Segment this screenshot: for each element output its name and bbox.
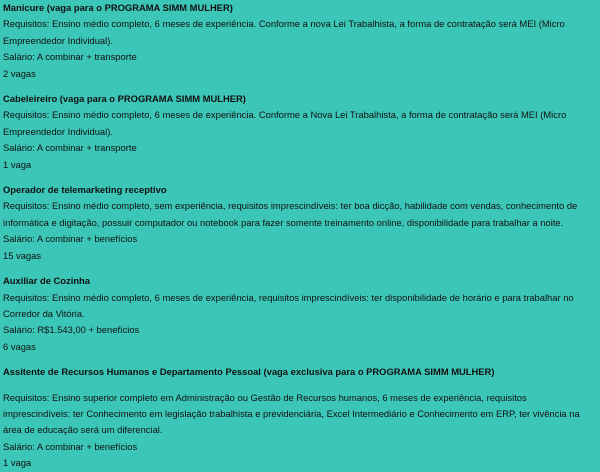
job-openings: 2 vagas xyxy=(3,67,36,79)
job-salary: Salário: A combinar + benefícios xyxy=(3,440,138,452)
job-openings: 6 vagas xyxy=(3,340,36,352)
job-title: Cabeleireiro (vaga para o PROGRAMA SIMM MULHER) xyxy=(3,93,246,105)
job-requirements: Requisitos: Ensino médio completo, 6 meses de experiência. Conforme a Nova Lei Trabalhista, a forma de contratação será MEI (Micro Empreendedor Individual). xyxy=(3,109,567,137)
spacer xyxy=(3,381,592,390)
job-openings: 1 vaga xyxy=(3,158,32,170)
job-salary: Salário: A combinar + benefícios xyxy=(3,233,138,245)
job-requirements: Requisitos: Ensino médio completo, 6 meses de experiência. Conforme a nova Lei Trabalhista, a forma de contratação será MEI (Micro Empreendedor Individual). xyxy=(3,18,565,46)
job-listing xyxy=(3,91,592,173)
job-title: Manicure (vaga para o PROGRAMA SIMM MULHER) xyxy=(3,2,233,13)
job-requirements: Requisitos: Ensino superior completo em Administração ou Gestão de Recursos humanos, 6 meses de experiência, requisitos imprescindíveis: ter Conhecimento em legislação trabalhista e previdenciária, Excel Intermediário e Conhecimento em ERP, ter vivência na área de educação será um diferencial. xyxy=(3,391,580,436)
job-openings: 15 vagas xyxy=(3,249,42,261)
spacer xyxy=(3,355,592,364)
job-salary: Salário: R$1.543,00 + benefícios xyxy=(3,324,140,336)
spacer xyxy=(3,82,592,91)
spacer xyxy=(3,173,592,182)
job-title: Operador de telemarketing receptivo xyxy=(3,184,167,196)
job-salary: Salário: A combinar + transporte xyxy=(3,142,137,154)
job-title: Assitente de Recursos Humanos e Departamento Pessoal (vaga exclusiva para o PROGRAMA SIMM MULHER) xyxy=(3,366,495,378)
job-openings: 1 vaga xyxy=(3,457,32,469)
job-salary: Salário: A combinar + transporte xyxy=(3,51,137,63)
job-listing xyxy=(3,182,592,264)
job-requirements: Requisitos: Ensino médio completo, 6 meses de experiência, requisitos imprescindíveis: ter disponibilidade de horário e para trabalhar no Corredor da Vitória. xyxy=(3,291,574,319)
job-listing xyxy=(3,273,592,355)
job-title: Auxiliar de Cozinha xyxy=(3,275,90,287)
job-requirements: Requisitos: Ensino médio completo, sem experiência, requisitos imprescindíveis: ter boa dicção, habilidade com vendas, conhecimento de informática e digitação, possuir computador ou notebook para fazer somente treinamento online, disponibilidade para trabalhar a noite. xyxy=(3,200,578,228)
spacer xyxy=(3,264,592,273)
job-listing xyxy=(3,364,592,471)
job-listing xyxy=(3,0,592,82)
